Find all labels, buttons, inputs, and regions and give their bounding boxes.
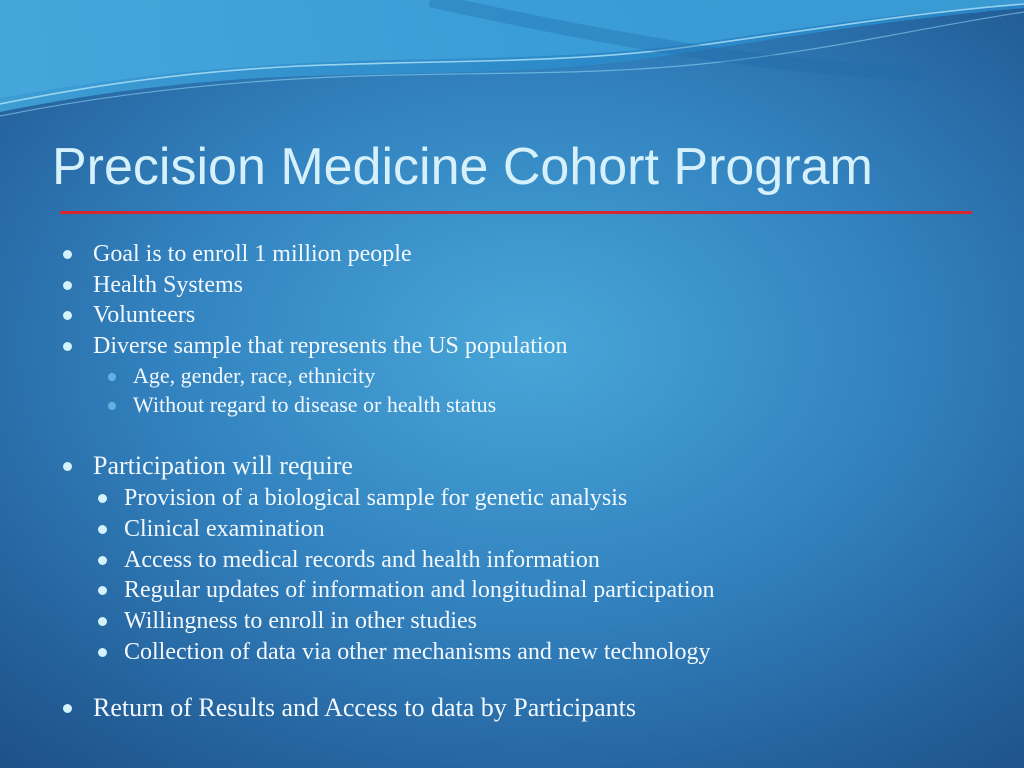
- sub-bullet-item: Age, gender, race, ethnicity: [133, 363, 376, 388]
- sub-bullet-icon: [98, 525, 107, 534]
- sub-bullet-icon: [98, 586, 107, 595]
- bullet-icon: [63, 462, 72, 471]
- sub-bullet-item: Regular updates of information and longitudinal participation: [124, 577, 715, 603]
- sub-bullet-item: Access to medical records and health information: [124, 547, 600, 573]
- sub-bullet-icon: [108, 373, 116, 381]
- sub-bullet-icon: [98, 556, 107, 565]
- bullet-item: Volunteers: [93, 302, 196, 328]
- sub-bullet-item: Collection of data via other mechanisms and new technology: [124, 639, 711, 665]
- bullet-icon: [63, 342, 72, 351]
- bullet-icon: [63, 311, 72, 320]
- bullet-icon: [63, 281, 72, 290]
- bullet-item: Health Systems: [93, 272, 243, 298]
- sub-bullet-icon: [108, 402, 116, 410]
- bullet-item: Diverse sample that represents the US population: [93, 333, 568, 359]
- slide-title: Precision Medicine Cohort Program: [52, 138, 873, 196]
- sub-bullet-icon: [98, 648, 107, 657]
- sub-bullet-item: Provision of a biological sample for genetic analysis: [124, 485, 628, 511]
- sub-bullet-item: Clinical examination: [124, 516, 325, 542]
- sub-bullet-item: Without regard to disease or health status: [133, 392, 497, 417]
- sub-bullet-icon: [98, 617, 107, 626]
- sub-bullet-icon: [98, 494, 107, 503]
- bullet-item: Return of Results and Access to data by Participants: [93, 693, 637, 722]
- bullet-icon: [63, 704, 72, 713]
- bullet-item: Participation will require: [93, 451, 353, 480]
- bullet-item: Goal is to enroll 1 million people: [93, 241, 412, 267]
- bullet-icon: [63, 250, 72, 259]
- sub-bullet-item: Willingness to enroll in other studies: [124, 608, 477, 634]
